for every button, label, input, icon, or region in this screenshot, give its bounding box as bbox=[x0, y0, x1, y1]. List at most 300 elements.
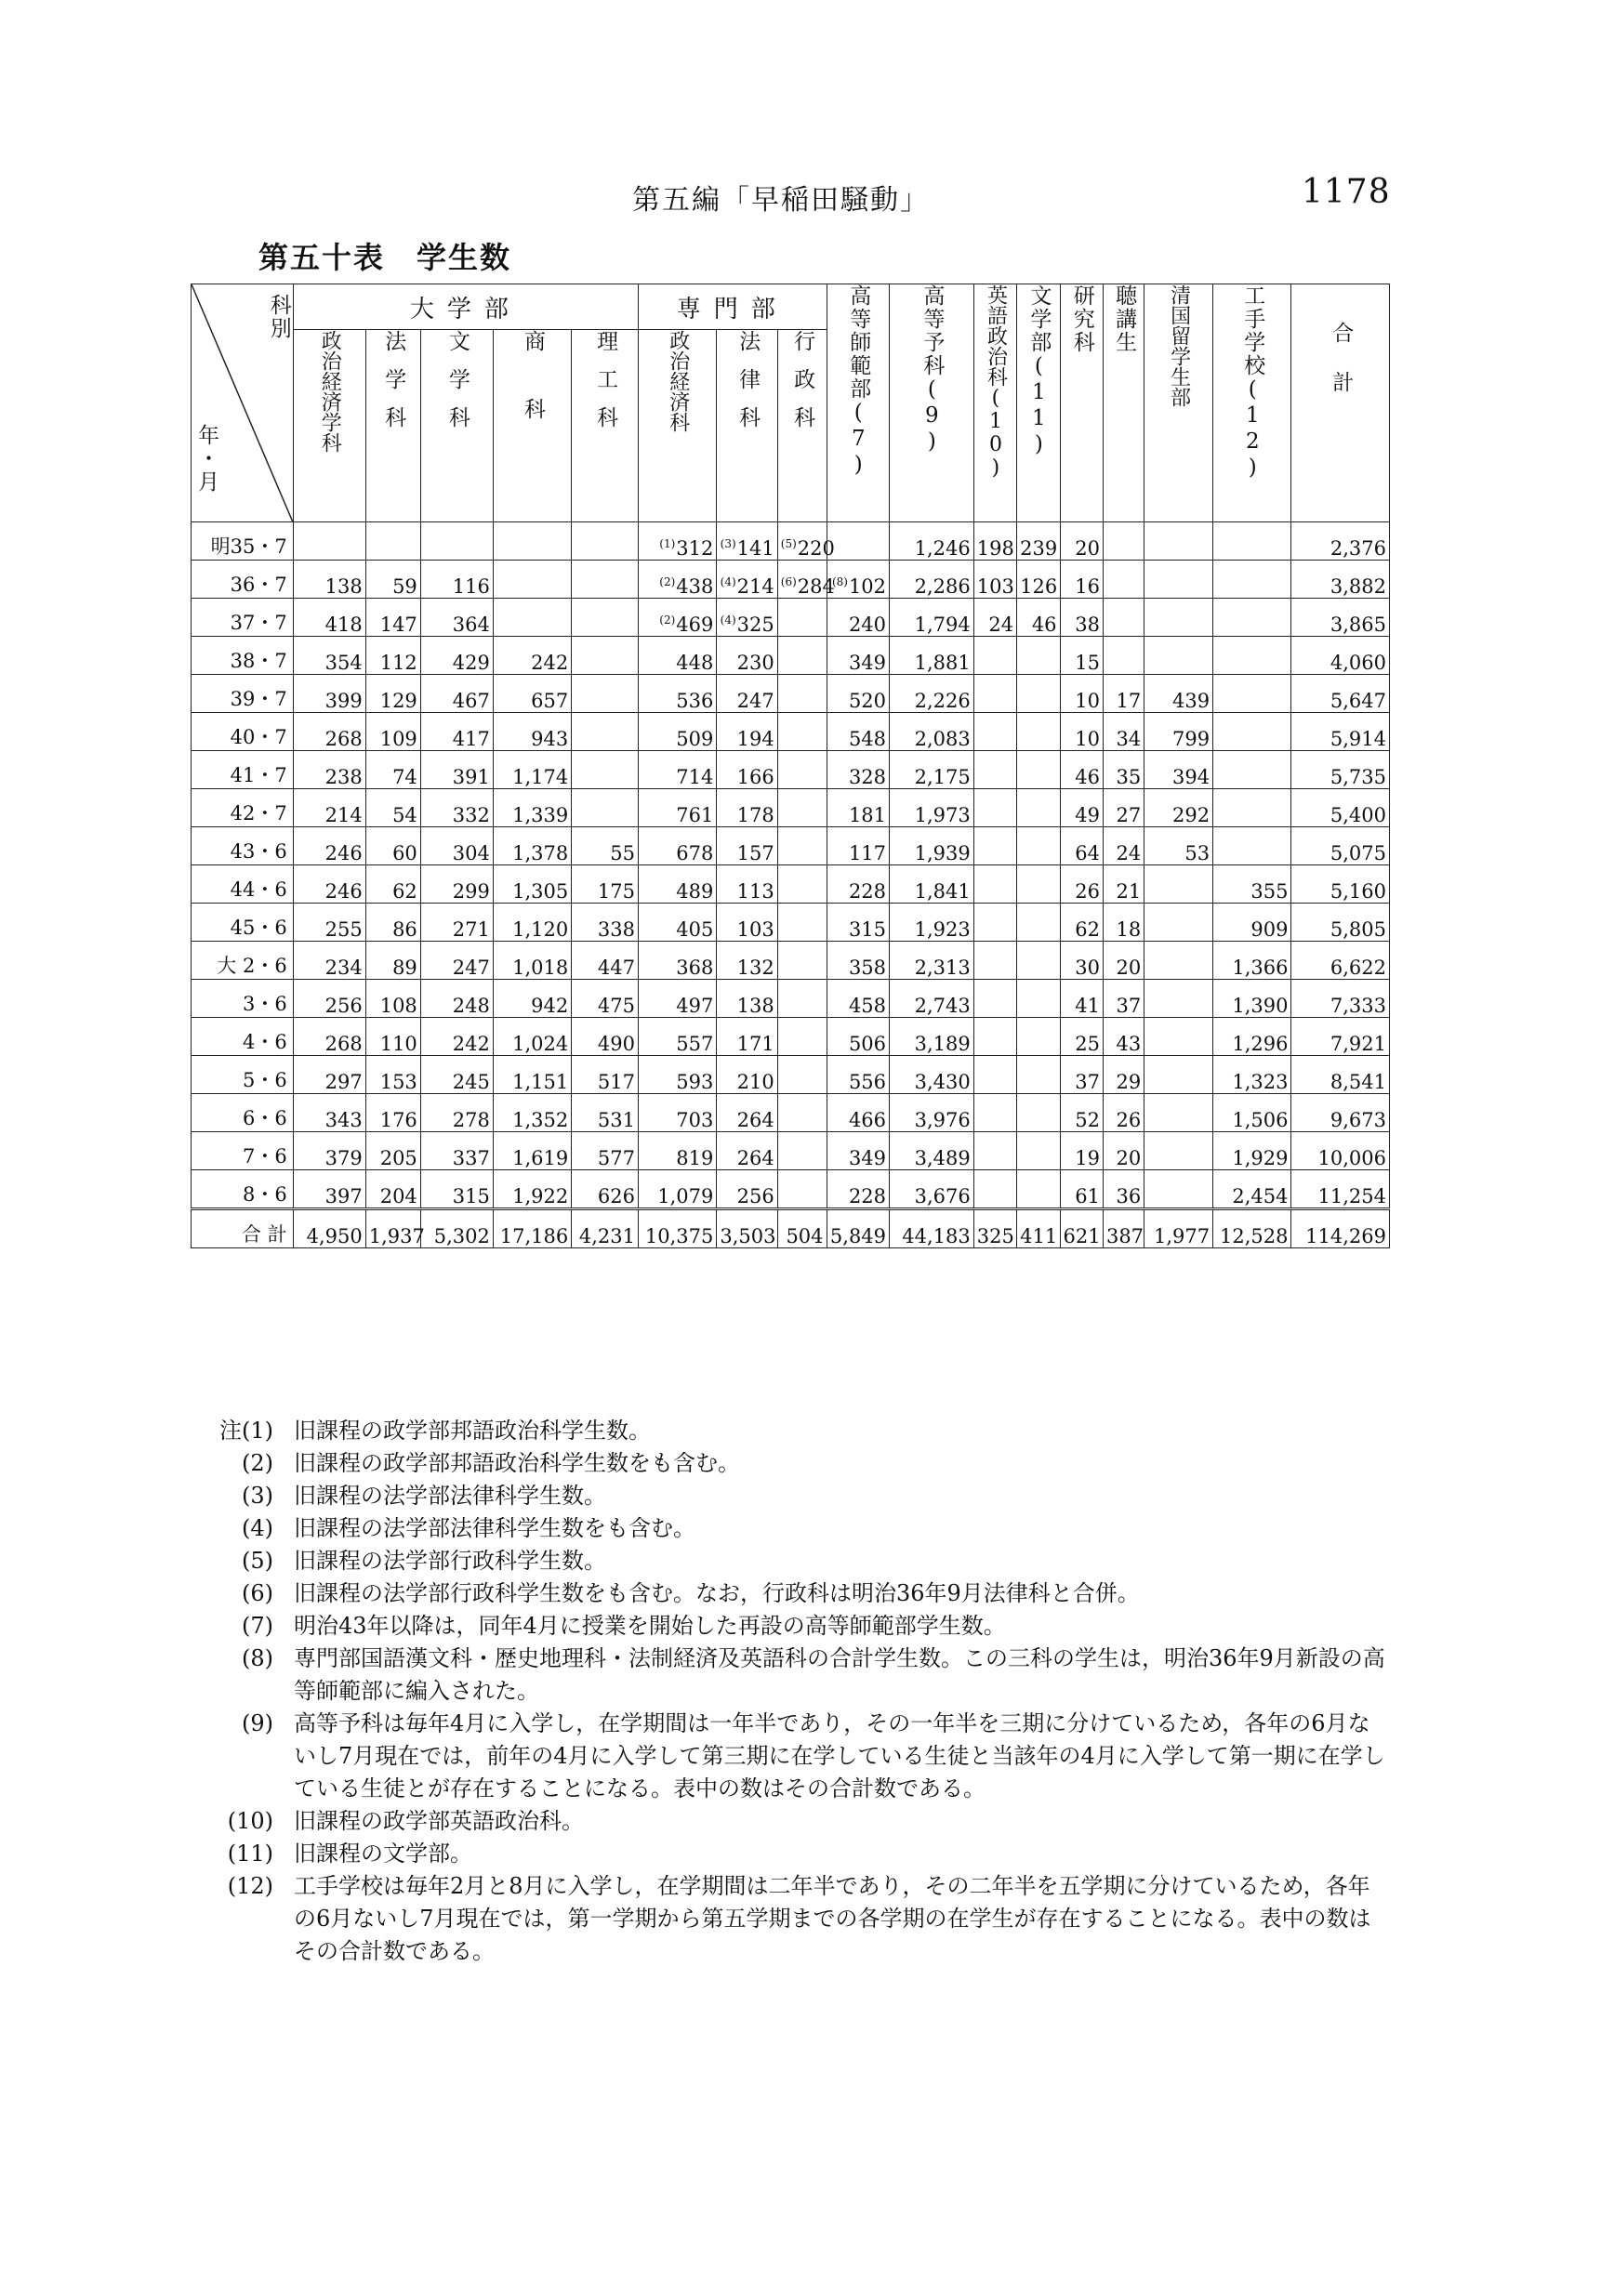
footnote-number: (7) bbox=[242, 1613, 273, 1639]
footnote-number: (6) bbox=[242, 1580, 273, 1606]
cell-value: 246 bbox=[324, 880, 363, 903]
cell-value: 36 bbox=[1116, 1185, 1142, 1207]
table-cell bbox=[1017, 1018, 1060, 1056]
table-row bbox=[192, 904, 1390, 942]
table-cell bbox=[572, 522, 639, 561]
cell-value: 448 bbox=[676, 652, 714, 674]
table-cell bbox=[293, 751, 365, 789]
table-cell bbox=[1060, 637, 1103, 675]
table-cell bbox=[365, 1209, 425, 1248]
cell-value: 15 bbox=[1075, 652, 1100, 674]
cell-value: 3,882 bbox=[1330, 575, 1386, 598]
cell-value: 12,528 bbox=[1219, 1225, 1289, 1247]
table-cell bbox=[827, 827, 890, 865]
cell-value: 256 bbox=[324, 995, 363, 1017]
cell-value: 1,794 bbox=[914, 614, 971, 636]
cell-value: 458 bbox=[848, 995, 887, 1017]
table-body bbox=[192, 522, 1390, 1248]
cell-value: 228 bbox=[848, 880, 887, 903]
table-cell bbox=[493, 789, 571, 827]
cell-value: 1,339 bbox=[512, 804, 569, 826]
cell-value: 315 bbox=[452, 1185, 490, 1207]
table-cell bbox=[1144, 637, 1213, 675]
cell-value: 1,939 bbox=[914, 842, 971, 864]
table-cell bbox=[493, 1018, 571, 1056]
table-cell bbox=[890, 1056, 974, 1094]
col-note: (11) bbox=[1026, 354, 1052, 458]
cell-note: (1) bbox=[659, 537, 676, 550]
cell-value: 799 bbox=[1171, 728, 1210, 750]
table-cell bbox=[639, 713, 717, 751]
table-cell bbox=[890, 1094, 974, 1132]
table-cell bbox=[293, 713, 365, 751]
cell-value: 10,006 bbox=[1317, 1147, 1386, 1169]
row-year: 4・6 bbox=[192, 1018, 294, 1056]
table-cell bbox=[639, 522, 717, 561]
table-cell bbox=[493, 675, 571, 713]
cell-value: 46 bbox=[1075, 766, 1100, 788]
table-cell bbox=[717, 827, 777, 865]
table-cell bbox=[1060, 599, 1103, 637]
cell-value: 325 bbox=[976, 1225, 1014, 1247]
corner-bottom-label: 年・月 bbox=[194, 424, 218, 494]
cell-value: 349 bbox=[848, 652, 887, 674]
table-cell bbox=[777, 865, 827, 904]
table-cell bbox=[1213, 561, 1291, 599]
cell-value: 1,977 bbox=[1153, 1225, 1210, 1247]
cell-value: 299 bbox=[452, 880, 490, 903]
table-cell bbox=[420, 599, 493, 637]
group-header-row bbox=[192, 284, 1390, 330]
col-label: 法学科 bbox=[381, 330, 406, 444]
table-cell bbox=[365, 751, 420, 789]
table-row bbox=[192, 789, 1390, 827]
cell-value: 714 bbox=[676, 766, 714, 788]
table-cell bbox=[827, 599, 890, 637]
table-cell bbox=[1291, 675, 1390, 713]
table-cell bbox=[1144, 1132, 1213, 1170]
table-cell bbox=[365, 865, 420, 904]
table-cell bbox=[1291, 789, 1390, 827]
table-cell bbox=[973, 713, 1016, 751]
table-cell bbox=[890, 713, 974, 751]
table-cell bbox=[293, 1056, 365, 1094]
table-cell bbox=[890, 904, 974, 942]
table-cell bbox=[1144, 1056, 1213, 1094]
table-cell bbox=[420, 1132, 493, 1170]
table-cell bbox=[639, 561, 717, 599]
cell-value: 109 bbox=[379, 728, 417, 750]
cell-value: 247 bbox=[452, 957, 490, 979]
table-cell bbox=[973, 1132, 1016, 1170]
cell-value: 37 bbox=[1116, 995, 1142, 1017]
table-cell bbox=[1144, 713, 1213, 751]
table-cell bbox=[1103, 1209, 1144, 1248]
table-cell bbox=[1017, 675, 1060, 713]
col-header bbox=[1060, 284, 1103, 522]
cell-value: 10 bbox=[1075, 728, 1100, 750]
table-cell bbox=[1060, 1056, 1103, 1094]
table-cell bbox=[1144, 522, 1213, 561]
table-cell bbox=[1213, 865, 1291, 904]
table-cell bbox=[1103, 942, 1144, 980]
table-cell bbox=[1017, 789, 1060, 827]
cell-note: (3) bbox=[720, 537, 736, 550]
col-label: 合計 bbox=[1329, 322, 1354, 420]
cell-value: 520 bbox=[848, 690, 887, 712]
table-cell bbox=[1103, 713, 1144, 751]
table-title: 第五十表 学生数 bbox=[258, 240, 512, 275]
table-cell bbox=[420, 561, 493, 599]
cell-value: 3,189 bbox=[914, 1033, 971, 1055]
cell-value: 194 bbox=[736, 728, 774, 750]
table-cell bbox=[493, 1170, 571, 1209]
table-cell bbox=[572, 789, 639, 827]
cell-value: 60 bbox=[392, 842, 417, 864]
table-cell bbox=[1017, 980, 1060, 1018]
cell-value: 909 bbox=[1250, 918, 1289, 941]
cell-value: 230 bbox=[736, 652, 774, 674]
cell-value: 1,018 bbox=[512, 957, 569, 979]
footnote-number: (2) bbox=[242, 1450, 273, 1476]
row-year: 42・7 bbox=[192, 789, 294, 827]
table-cell bbox=[1103, 1132, 1144, 1170]
footnote-text: 旧課程の政学部邦語政治科学生数。 bbox=[294, 1418, 651, 1444]
cell-value: 315 bbox=[848, 918, 887, 941]
total-row bbox=[192, 1209, 1390, 1248]
footnote bbox=[216, 1838, 1387, 1870]
table-cell bbox=[1103, 1018, 1144, 1056]
table-cell bbox=[420, 1018, 493, 1056]
cell-value: 278 bbox=[452, 1109, 490, 1131]
cell-value: 89 bbox=[392, 957, 417, 979]
table-cell bbox=[1103, 599, 1144, 637]
table-cell bbox=[973, 751, 1016, 789]
table-cell bbox=[827, 865, 890, 904]
cell-value: 62 bbox=[1075, 918, 1100, 941]
table-cell bbox=[493, 637, 571, 675]
cell-note: (4) bbox=[720, 614, 736, 627]
row-year: 43・6 bbox=[192, 827, 294, 865]
cell-value: 239 bbox=[1020, 537, 1058, 560]
table-cell bbox=[827, 1094, 890, 1132]
cell-value: 214 bbox=[736, 575, 774, 598]
table-cell bbox=[1017, 751, 1060, 789]
table-cell bbox=[365, 561, 420, 599]
cell-value: 86 bbox=[392, 918, 417, 941]
cell-value: 53 bbox=[1184, 842, 1210, 864]
cell-value: 819 bbox=[676, 1147, 714, 1169]
table-cell bbox=[293, 1209, 365, 1248]
table-cell bbox=[420, 1170, 493, 1209]
footnote-text: 明治43年以降は，同年4月に授業を開始した再設の高等師範部学生数。 bbox=[294, 1613, 1006, 1639]
table-cell bbox=[890, 827, 974, 865]
table-cell bbox=[777, 942, 827, 980]
col-label: 聴講生 bbox=[1112, 284, 1137, 354]
table-cell bbox=[1213, 751, 1291, 789]
table-cell bbox=[1103, 637, 1144, 675]
cell-value: 264 bbox=[736, 1147, 774, 1169]
cell-value: 4,060 bbox=[1330, 652, 1386, 674]
footnote-text: 旧課程の法学部法律科学生数をも含む。 bbox=[294, 1515, 695, 1541]
cell-value: 64 bbox=[1075, 842, 1100, 864]
table-cell bbox=[639, 1056, 717, 1094]
cell-value: 117 bbox=[848, 842, 887, 864]
table-cell bbox=[1213, 1170, 1291, 1209]
table-cell bbox=[493, 904, 571, 942]
table-cell bbox=[890, 1209, 974, 1248]
cell-value: 399 bbox=[324, 690, 363, 712]
table-cell bbox=[365, 980, 420, 1018]
table-cell bbox=[973, 561, 1016, 599]
cell-value: 49 bbox=[1075, 804, 1100, 826]
table-cell bbox=[1060, 1209, 1103, 1248]
table-cell bbox=[639, 675, 717, 713]
cell-value: 391 bbox=[452, 766, 490, 788]
cell-value: 116 bbox=[452, 575, 490, 598]
table-cell bbox=[1103, 1056, 1144, 1094]
table-cell bbox=[572, 1056, 639, 1094]
table-cell bbox=[420, 789, 493, 827]
cell-value: 19 bbox=[1075, 1147, 1100, 1169]
cell-value: 5,914 bbox=[1330, 728, 1386, 750]
table-cell bbox=[493, 942, 571, 980]
table-row bbox=[192, 637, 1390, 675]
cell-value: 5,647 bbox=[1330, 690, 1386, 712]
cell-value: 3,430 bbox=[914, 1071, 971, 1093]
table-cell bbox=[717, 713, 777, 751]
table-cell bbox=[827, 1209, 890, 1248]
cell-value: 397 bbox=[324, 1185, 363, 1207]
table-cell bbox=[1060, 1132, 1103, 1170]
col-label: 高等師範部 bbox=[846, 284, 871, 401]
cell-value: 176 bbox=[379, 1109, 417, 1131]
cell-value: 34 bbox=[1116, 728, 1142, 750]
cell-value: 536 bbox=[676, 690, 714, 712]
table-cell bbox=[827, 522, 890, 561]
cell-value: 1,973 bbox=[914, 804, 971, 826]
cell-value: 55 bbox=[610, 842, 635, 864]
cell-value: 20 bbox=[1116, 957, 1142, 979]
table-cell bbox=[365, 1018, 420, 1056]
cell-value: 10,375 bbox=[644, 1225, 714, 1247]
table-cell bbox=[1291, 561, 1390, 599]
cell-value: 1,378 bbox=[512, 842, 569, 864]
table-cell bbox=[777, 827, 827, 865]
cell-note: (8) bbox=[831, 575, 848, 588]
cell-value: 355 bbox=[1250, 880, 1289, 903]
table-cell bbox=[293, 1018, 365, 1056]
cell-value: 9,673 bbox=[1330, 1109, 1386, 1131]
footnote bbox=[216, 1643, 1387, 1708]
cell-value: 62 bbox=[392, 880, 417, 903]
table-cell bbox=[717, 980, 777, 1018]
cell-value: 517 bbox=[597, 1071, 635, 1093]
table-cell bbox=[639, 1094, 717, 1132]
cell-value: 7,333 bbox=[1330, 995, 1386, 1017]
footnote-number: (3) bbox=[242, 1483, 273, 1509]
table-cell bbox=[572, 1094, 639, 1132]
table-cell bbox=[827, 1018, 890, 1056]
table-cell bbox=[639, 942, 717, 980]
cell-value: 548 bbox=[848, 728, 887, 750]
table-cell bbox=[827, 1132, 890, 1170]
table-cell bbox=[717, 522, 777, 561]
table-cell bbox=[420, 675, 493, 713]
table-cell bbox=[1291, 1209, 1390, 1248]
table-cell bbox=[890, 1018, 974, 1056]
cell-value: 246 bbox=[324, 842, 363, 864]
cell-value: 621 bbox=[1063, 1225, 1101, 1247]
table-cell bbox=[493, 751, 571, 789]
cell-value: 271 bbox=[452, 918, 490, 941]
table-cell bbox=[1213, 1018, 1291, 1056]
col-header bbox=[717, 330, 777, 522]
cell-value: 27 bbox=[1116, 804, 1142, 826]
cell-value: 504 bbox=[786, 1225, 824, 1247]
table-cell bbox=[1060, 904, 1103, 942]
cell-value: 761 bbox=[676, 804, 714, 826]
corner-cell bbox=[192, 284, 294, 522]
table-cell bbox=[1060, 713, 1103, 751]
row-year: 40・7 bbox=[192, 713, 294, 751]
table-cell bbox=[777, 980, 827, 1018]
table-cell bbox=[827, 1056, 890, 1094]
cell-value: 292 bbox=[1171, 804, 1210, 826]
table-cell bbox=[1103, 827, 1144, 865]
table-cell bbox=[293, 1094, 365, 1132]
cell-value: 256 bbox=[736, 1185, 774, 1207]
table-row bbox=[192, 980, 1390, 1018]
table-cell bbox=[1213, 904, 1291, 942]
table-cell bbox=[1144, 1209, 1213, 1248]
cell-value: 2,454 bbox=[1232, 1185, 1289, 1207]
table-cell bbox=[973, 942, 1016, 980]
col-label: 政治経済学科 bbox=[318, 330, 342, 453]
cell-value: 17,186 bbox=[499, 1225, 569, 1247]
cell-value: 349 bbox=[848, 1147, 887, 1169]
table-cell bbox=[639, 1018, 717, 1056]
table-cell bbox=[572, 751, 639, 789]
table-cell bbox=[572, 1209, 639, 1248]
cell-value: 52 bbox=[1075, 1109, 1100, 1131]
table-cell bbox=[777, 1094, 827, 1132]
table-cell bbox=[777, 1056, 827, 1094]
table-cell bbox=[827, 942, 890, 980]
table-cell bbox=[1291, 865, 1390, 904]
col-label: 文学科 bbox=[444, 330, 470, 444]
footnote-text: 旧課程の法学部法律科学生数。 bbox=[294, 1483, 606, 1509]
table-cell bbox=[1144, 675, 1213, 713]
table-cell bbox=[1060, 980, 1103, 1018]
table-cell bbox=[1017, 1170, 1060, 1209]
cell-value: 11,254 bbox=[1317, 1185, 1386, 1207]
table-cell bbox=[1060, 827, 1103, 865]
table-cell bbox=[1060, 865, 1103, 904]
table-cell bbox=[639, 637, 717, 675]
cell-value: 509 bbox=[676, 728, 714, 750]
cell-value: 43 bbox=[1116, 1033, 1142, 1055]
cell-value: 557 bbox=[676, 1033, 714, 1055]
table-cell bbox=[973, 637, 1016, 675]
cell-value: 1,079 bbox=[657, 1185, 714, 1207]
table-cell bbox=[639, 1170, 717, 1209]
table-cell bbox=[493, 865, 571, 904]
table-cell bbox=[973, 904, 1016, 942]
col-header bbox=[639, 330, 717, 522]
footnote bbox=[216, 1577, 1387, 1610]
table-cell bbox=[1060, 751, 1103, 789]
cell-value: 214 bbox=[324, 804, 363, 826]
table-cell bbox=[1144, 599, 1213, 637]
table-cell bbox=[1213, 789, 1291, 827]
cell-value: 10 bbox=[1075, 690, 1100, 712]
table-cell bbox=[1213, 599, 1291, 637]
table-cell bbox=[420, 1209, 493, 1248]
cell-value: 264 bbox=[736, 1109, 774, 1131]
table-cell bbox=[1017, 713, 1060, 751]
table-cell bbox=[777, 561, 835, 599]
table-cell bbox=[1213, 942, 1291, 980]
chapter-title: 第五編「早稲田騒動」 bbox=[632, 184, 930, 217]
table-cell bbox=[365, 827, 420, 865]
table-cell bbox=[420, 980, 493, 1018]
footnote-text: 旧課程の政学部英語政治科。 bbox=[294, 1808, 584, 1834]
table-cell bbox=[973, 980, 1016, 1018]
cell-value: 255 bbox=[324, 918, 363, 941]
cell-value: 18 bbox=[1116, 918, 1142, 941]
cell-value: 234 bbox=[324, 957, 363, 979]
table-cell bbox=[890, 637, 974, 675]
cell-value: 490 bbox=[597, 1033, 635, 1055]
table-cell bbox=[1291, 827, 1390, 865]
table-cell bbox=[572, 675, 639, 713]
footnote bbox=[216, 1610, 1387, 1643]
table-cell bbox=[890, 789, 974, 827]
cell-value: 1,922 bbox=[512, 1185, 569, 1207]
table-cell bbox=[493, 1056, 571, 1094]
cell-value: 438 bbox=[676, 575, 714, 598]
corner-top-label: 科別 bbox=[266, 294, 291, 340]
table-cell bbox=[890, 942, 974, 980]
cell-value: 358 bbox=[848, 957, 887, 979]
cell-value: 943 bbox=[531, 728, 569, 750]
footnote-text: 旧課程の政学部邦語政治科学生数をも含む。 bbox=[294, 1450, 740, 1476]
table-cell bbox=[777, 1209, 827, 1248]
cell-value: 26 bbox=[1075, 880, 1100, 903]
cell-value: 506 bbox=[848, 1033, 887, 1055]
table-cell bbox=[1060, 675, 1103, 713]
table-cell bbox=[1017, 865, 1060, 904]
cell-value: 238 bbox=[324, 766, 363, 788]
cell-value: 626 bbox=[597, 1185, 635, 1207]
cell-value: 379 bbox=[324, 1147, 363, 1169]
cell-value: 108 bbox=[379, 995, 417, 1017]
col-note: (10) bbox=[984, 387, 1008, 480]
col-header bbox=[1144, 284, 1213, 522]
table-cell bbox=[493, 599, 571, 637]
table-cell bbox=[1060, 789, 1103, 827]
table-cell bbox=[493, 713, 571, 751]
footnote-text: 高等予科は毎年4月に入学し，在学期間は一年半であり，その一年半を三期に分けているため，各年の6月ないし7月現在では，前年の4月に入学して第三期に在学している生徒と当該年の4月に入学して第一期に在学している生徒とが存在することになる。表中の数はその合計数である。 bbox=[294, 1710, 1385, 1801]
col-label: 行政科 bbox=[790, 330, 815, 444]
cell-value: 3,976 bbox=[914, 1109, 971, 1131]
table-cell bbox=[890, 522, 974, 561]
table-cell bbox=[493, 1094, 571, 1132]
table-cell bbox=[777, 904, 827, 942]
table-cell bbox=[973, 1170, 1016, 1209]
table-cell bbox=[1103, 789, 1144, 827]
